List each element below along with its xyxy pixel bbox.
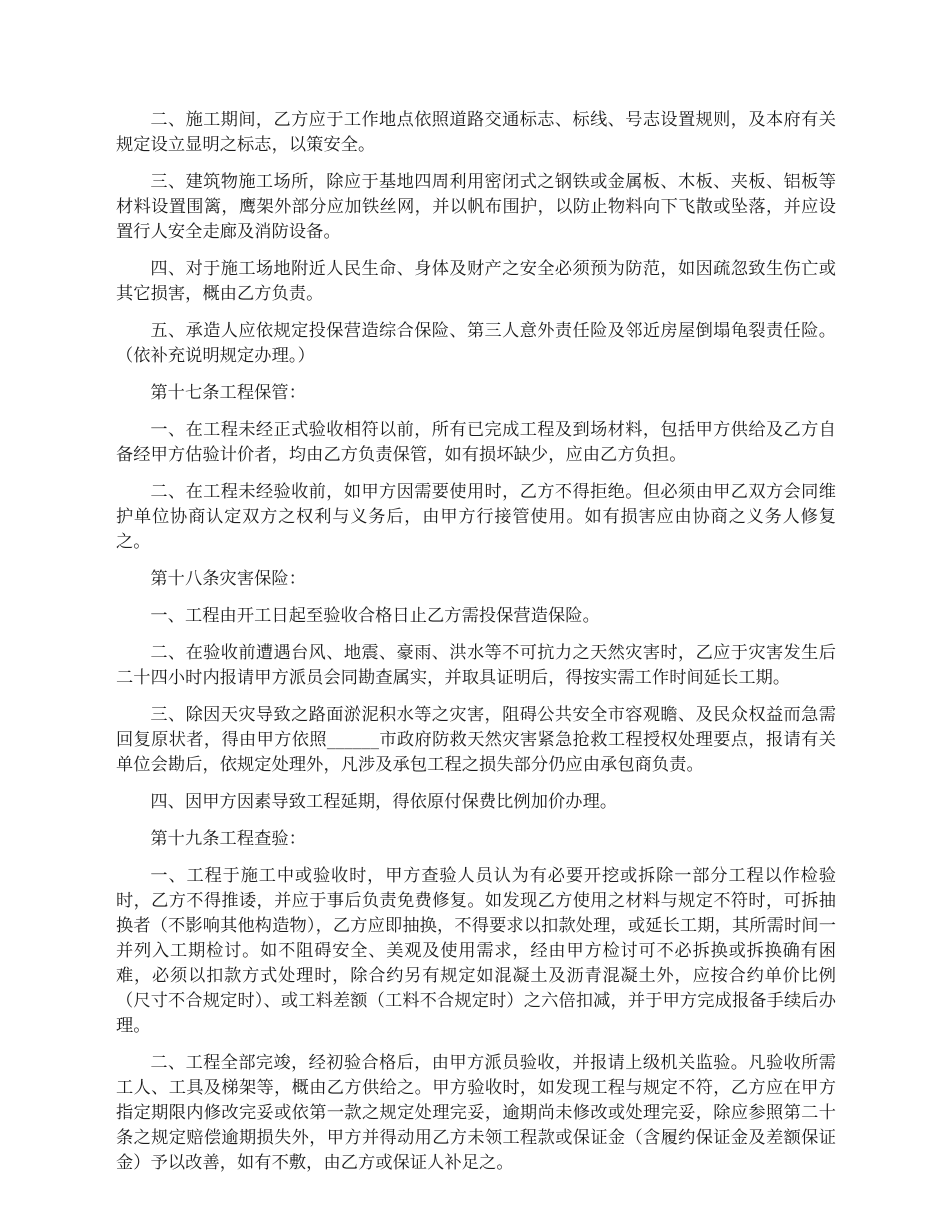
article-19-item-2: 二、工程全部完竣，经初验合格后，由甲方派员验收，并报请上级机关监验。凡验收所需工人、工具及梯架等，概由乙方供给之。甲方验收时，如发现工程与规定不符，乙方应在甲方指定期限内修改完妥或依第一款之规定处理完妥，逾期尚未修改或处理完妥，除应参照第二十条之规定赔偿逾期损失外，甲方并得动用乙方未领工程款或保证金（含履约保证金及差额保证金）予以改善，如有不敷，由乙方或保证人补足之。 — [116, 1053, 836, 1173]
article-18-heading: 第十八条灾害保险： — [150, 569, 306, 589]
article-17-item-2: 二、在工程未经验收前，如甲方因需要使用时，乙方不得拒绝。但必须由甲乙双方会同维护单位协商认定双方之权利与义务后，由甲方行接管使用。如有损害应由协商之义务人修复之。 — [116, 482, 836, 552]
document-page — [116, 108, 836, 1188]
article-17-item-1: 一、在工程未经正式验收相符以前，所有已完成工程及到场材料，包括甲方供给及乙方自备经甲方估验计价者，均由乙方负责保管，如有损坏缺少，应由乙方负担。 — [116, 420, 836, 465]
clause-construction-signage: 二、施工期间，乙方应于工作地点依照道路交通标志、标线、号志设置规则，及本府有关规定设立显明之标志，以策安全。 — [116, 110, 836, 155]
article-19-item-1: 一、工程于施工中或验收时，甲方查验人员认为有必要开挖或拆除一部分工程以作检验时，乙方不得推诿，并应于事后负责免费修复。如发现乙方使用之材料与规定不符时，可拆抽换者（不影响其他构造物），乙方应即抽换，不得要求以扣款处理，或延长工期，其所需时间一并列入工期检讨。如不阻碍安全、美观及使用需求，经由甲方检讨可不必拆换或拆换确有困难，必须以扣款方式处理时，除合约另有规定如混凝土及沥青混凝土外，应按合约单价比例（尺寸不合规定时）、或工料差额（工料不合规定时）之六倍扣减，并于甲方完成报备手续后办理。 — [116, 866, 836, 1036]
article-18-item-1: 一、工程由开工日起至验收合格日止乙方需投保营造保险。 — [150, 606, 600, 626]
article-19-heading: 第十九条工程查验： — [150, 829, 306, 849]
article-18-item-3: 三、除因天灾导致之路面淤泥积水等之灾害，阻碍公共安全市容观瞻、及民众权益而急需回复原状者，得由甲方依照______市政府防救天然灾害紧急抢救工程授权处理要点，报请有关单位会勘后，依规定处理外，凡涉及承包工程之损失部分仍应由承包商负责。 — [116, 705, 836, 775]
clause-public-safety: 四、对于施工场地附近人民生命、身体及财产之安全必须预为防范，如因疏忽致生伤亡或其它损害，概由乙方负责。 — [116, 259, 836, 304]
clause-insurance: 五、承造人应依规定投保营造综合保险、第三人意外责任险及邻近房屋倒塌龟裂责任险。（依补充说明规定办理。） — [116, 321, 836, 366]
article-18-item-4: 四、因甲方因素导致工程延期，得依原付保费比例加价办理。 — [150, 792, 618, 812]
article-17-heading: 第十七条工程保管： — [150, 383, 306, 403]
clause-site-fencing: 三、建筑物施工场所，除应于基地四周利用密闭式之钢铁或金属板、木板、夹板、铝板等材料设置围篱，鹰架外部分应加铁丝网，并以帆布围护，以防止物料向下飞散或坠落，并应设置行人安全走廊及消防设备。 — [116, 172, 836, 242]
article-18-item-2: 二、在验收前遭遇台风、地震、豪雨、洪水等不可抗力之天然灾害时，乙应于灾害发生后二十四小时内报请甲方派员会同勘查属实，并取具证明后，得按实需工作时间延长工期。 — [116, 643, 836, 688]
